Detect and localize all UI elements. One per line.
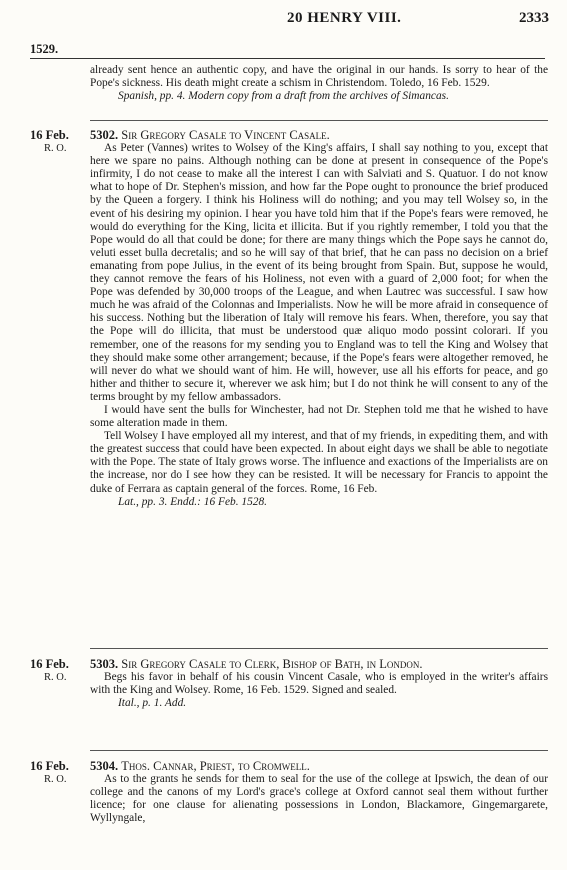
- divider: [90, 750, 548, 751]
- entry-mark: R. O.: [44, 774, 67, 786]
- entry-mark: R. O.: [44, 672, 67, 684]
- entry-paragraph: Tell Wolsey I have employed all my interest, and that of my friends, in expediting them, and with the greatest success that could have been expected. In about eight days we shall be able to negotiate with the Pope. The state of Italy grows worse. The influence and exactions of the Imperialists are on the increase, nor do I see how they can be resisted. It will be necessary for Francis to appoint the duke of Ferrara as captain general of the forces. Rome, 16 Feb.: [90, 430, 548, 495]
- entry-heading: [90, 658, 548, 671]
- entry-source: Lat., pp. 3. Endd.: 16 Feb. 1528.: [118, 495, 268, 508]
- entry-source: Ital., p. 1. Add.: [118, 697, 187, 710]
- entry-paragraph: As to the grants he sends for them to seal for the use of the college at Ipswich, the dean of our college and the canons of my Lord's grace's college at Oxford cannot seal them without further licence; for one clause for alienating possessions in London, Blackamore, Gingemargarete, Wyllyngale,: [90, 773, 548, 825]
- entry-heading: [90, 129, 548, 142]
- entry-number: 5302.: [90, 128, 119, 142]
- entry-title: Sir Gregory Casale to Clerk, Bishop of Bath, in London.: [121, 657, 423, 671]
- entry-paragraph: I would have sent the bulls for Winchester, had not Dr. Stephen told me that he wished to have some alteration made in them.: [90, 403, 548, 430]
- entry-date: 16 Feb.: [30, 657, 69, 671]
- entry-side-note: [30, 658, 90, 684]
- entry-paragraph: As Peter (Vannes) writes to Wolsey of the King's affairs, I shall say nothing to you, except that here we spare no pains. Although nothing can be done at present in consequence of the Pope's infirmity, I do not cease to make all the interest I can with Salviati and S. Quatuor. I do not know what to hope of Dr. Stephen's mission, and how far the Pope ought to pronounce the brief produced by the Queen a forgery. I think his Holiness will do nothing; and you may tell Wolsey so, in the event of his desiring my opinion. I hear you have told him that if the Pope's fears were removed, he would do everything for the King, licita et illicita. But if you rightly remember, I told you that the Pope would do all that could be done; for there are many things which the Pope says he cannot do, veluti esset bulla decretalis; and so he will say of that brief, that he can pass no decision on a brief emanating from pope Julius, in the event of its being brought from Spain. But, suppose he would, they cannot remove the fears of his Holiness, not even with a guard of 2,000 foot; for when the Pope was defended by 30,000 troops of the League, and when Lautrec was successful. I saw how much he was afraid of the Colonnas and Imperialists. Now he will be more afraid in consequence of his success. Nothing but the liberation of Italy will remove his fears. When, therefore, you say that the Pope will do illicita, that must be understood quæ aliquo modo possint colorari. If you remember, one of the reasons for my sending you to England was to tell the King and Wolsey that they should make some other arrangement; because, if the Pope's fears were altogether removed, he will never do what we should want of him. He will, however, use all his efforts for peace, and go hither and thither to secure it, wherever we ask him; but I do not think he will consent to any of the terms brought by my fellow ambassadors.: [90, 142, 548, 403]
- divider: [90, 648, 548, 649]
- year-label: 1529.: [30, 42, 59, 56]
- intro-text: already sent hence an authentic copy, and have the original in our hands. Is sorry to hear of the Pope's sickness. His death might create a schism in Christendom. Toledo, 16 Feb. 1529.: [90, 64, 548, 90]
- page-number: 2333: [519, 10, 549, 26]
- divider: [90, 120, 548, 121]
- entry-side-note: [30, 129, 90, 155]
- entry-number: 5303.: [90, 657, 119, 671]
- year-line: [30, 40, 545, 59]
- entry-heading: [90, 760, 548, 773]
- entry-paragraph: Begs his favor in behalf of his cousin Vincent Casale, who is employed in the writer's affairs with the King and Wolsey. Rome, 16 Feb. 1529. Signed and sealed.: [90, 671, 548, 697]
- entry-side-note: [30, 760, 90, 786]
- entry-number: 5304.: [90, 759, 119, 773]
- entry-mark: R. O.: [44, 143, 67, 155]
- entry-date: 16 Feb.: [30, 759, 69, 773]
- entry-title: Sir Gregory Casale to Vincent Casale.: [121, 128, 330, 142]
- header-title: 20 HENRY VIII.: [287, 10, 402, 26]
- intro-source: Spanish, pp. 4. Modern copy from a draft from the archives of Simancas.: [118, 90, 449, 103]
- entry-title: Thos. Cannar, Priest, to Cromwell.: [121, 759, 310, 773]
- entry-date: 16 Feb.: [30, 128, 69, 142]
- running-header: [0, 10, 567, 30]
